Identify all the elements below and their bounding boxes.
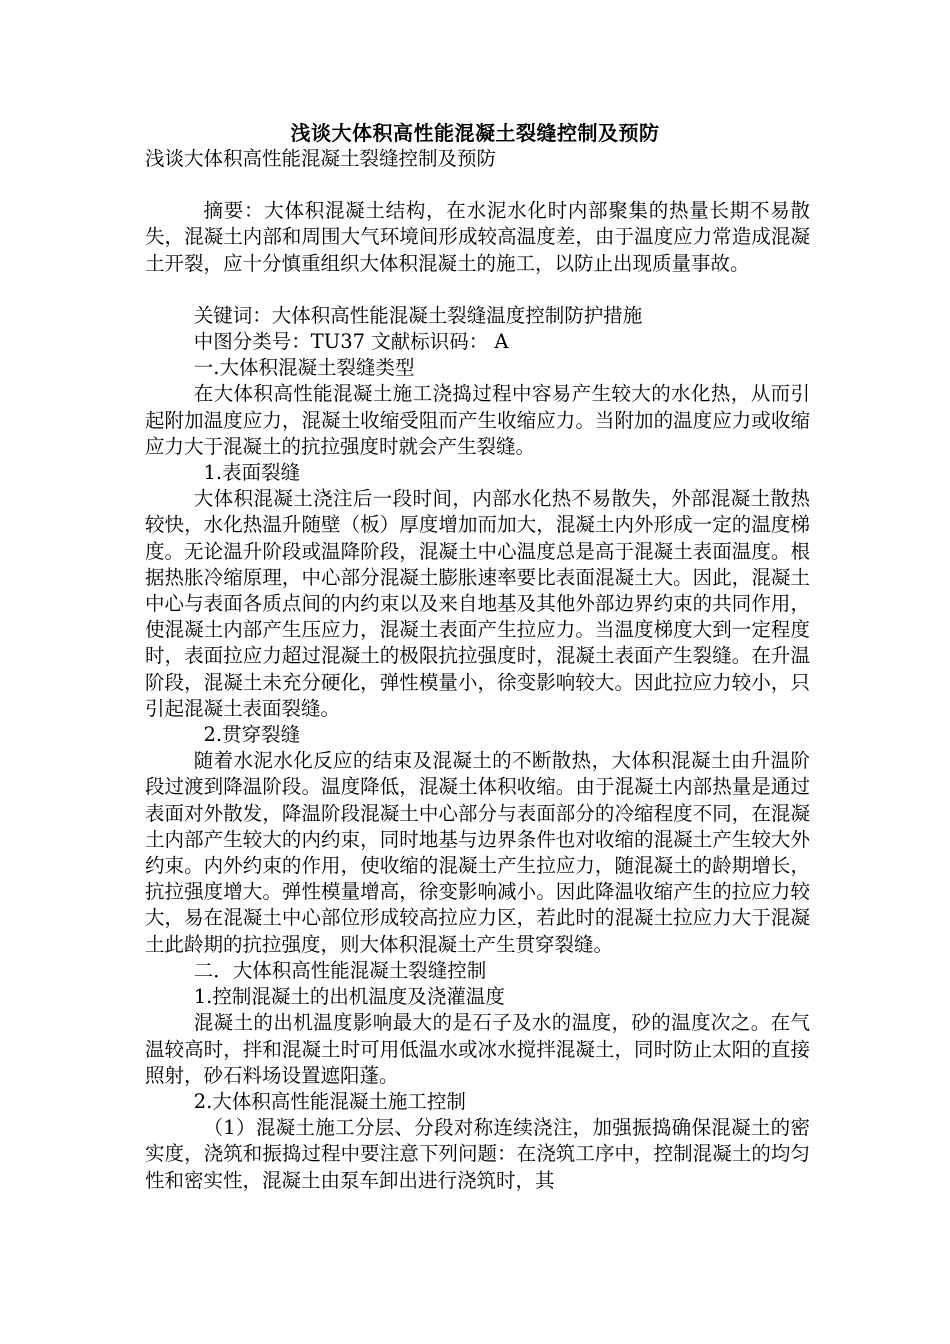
spacer [145,277,810,303]
spacer [145,172,810,198]
section-heading: 一.大体积混凝土裂缝类型 [193,356,415,380]
keywords-line: 关键词：大体积高性能混凝土裂缝温度控制防护措施 [193,303,643,327]
body-paragraph: 随着水泥水化反应的结束及混凝土的不断散热，大体积混凝土由升温阶段过渡到降温阶段。温度降低，混凝土体积收缩。由于混凝土内部热量是通过表面对外散发，降温阶段混凝土中心部分与表面部分的冷缩程度不同，在混凝土内部产生较大的内约束，同时地基与边界条件也对收缩的混凝土产生较大外约束。内外约束的作用，使收缩的混凝土产生拉应力，随混凝土的龄期增长，抗拉强度增大。弹性模量增高，徐变影响减小。因此降温收缩产生的拉应力较大，易在混凝土中心部位形成较高拉应力区，若此时的混凝土拉应力大于混凝土此龄期的抗拉强度，则大体积混凝土产生贯穿裂缝。 [145,749,810,956]
document-body [145,146,810,1194]
body-paragraph: 混凝土的出机温度影响最大的是石子及水的温度，砂的温度次之。在气温较高时，拌和混凝土时可用低温水或冰水搅拌混凝土，同时防止太阳的直接照射，砂石料场设置遮阳蓬。 [145,1011,810,1087]
body-paragraph: 在大体积高性能混凝土施工浇捣过程中容易产生较大的水化热，从而引起附加温度应力，混凝土收缩受阻而产生收缩应力。当附加的温度应力或收缩应力大于混凝土的抗拉强度时就会产生裂缝。 [145,382,810,458]
body-paragraph: 大体积混凝土浇注后一段时间，内部水化热不易散失，外部混凝土散热较快，水化热温升随壁（板）厚度增加而加大，混凝土内外形成一定的温度梯度。无论温升阶段或温降阶段，混凝土中心温度总是高于混凝土表面温度。根据热胀冷缩原理，中心部分混凝土膨胀速率要比表面混凝土大。因此，混凝土中心与表面各质点间的内约束以及来自地基及其他外部边界约束的共同作用，使混凝土内部产生压应力，混凝土表面产生拉应力。当温度梯度大到一定程度时，表面拉应力超过混凝土的极限抗拉强度时，混凝土表面产生裂缝。在升温阶段，混凝土未充分硬化，弹性模量小，徐变影响较大。因此拉应力较小，只引起混凝土表面裂缝。 [145,487,810,720]
subsection-heading: 1.控制混凝土的出机温度及浇灌温度 [193,985,505,1009]
body-paragraph: （1）混凝土施工分层、分段对称连续浇注，加强振捣确保混凝土的密实度，浇筑和振捣过程中要注意下列问题：在浇筑工序中，控制混凝土的均匀性和密实性，混凝土由泵车卸出进行浇筑时，其 [145,1116,810,1192]
subsection-heading: 2.贯穿裂缝 [203,723,301,747]
classification-line: 中图分类号：TU37 文献标识码： A [193,330,509,354]
document-subtitle: 浅谈大体积高性能混凝土裂缝控制及预防 [145,147,497,170]
section-heading: 二．大体积高性能混凝土裂缝控制 [193,958,487,982]
subsection-heading: 2.大体积高性能混凝土施工控制 [193,1089,466,1113]
subsection-heading: 1.表面裂缝 [203,461,301,485]
abstract-paragraph: 摘要：大体积混凝土结构，在水泥水化时内部聚集的热量长期不易散失，混凝土内部和周围大气环境间形成较高温度差，由于温度应力常造成混凝土开裂，应十分慎重组织大体积混凝土的施工，以防止出现质量事故。 [145,199,810,275]
document-title: 浅谈大体积高性能混凝土裂缝控制及预防 [290,121,660,145]
